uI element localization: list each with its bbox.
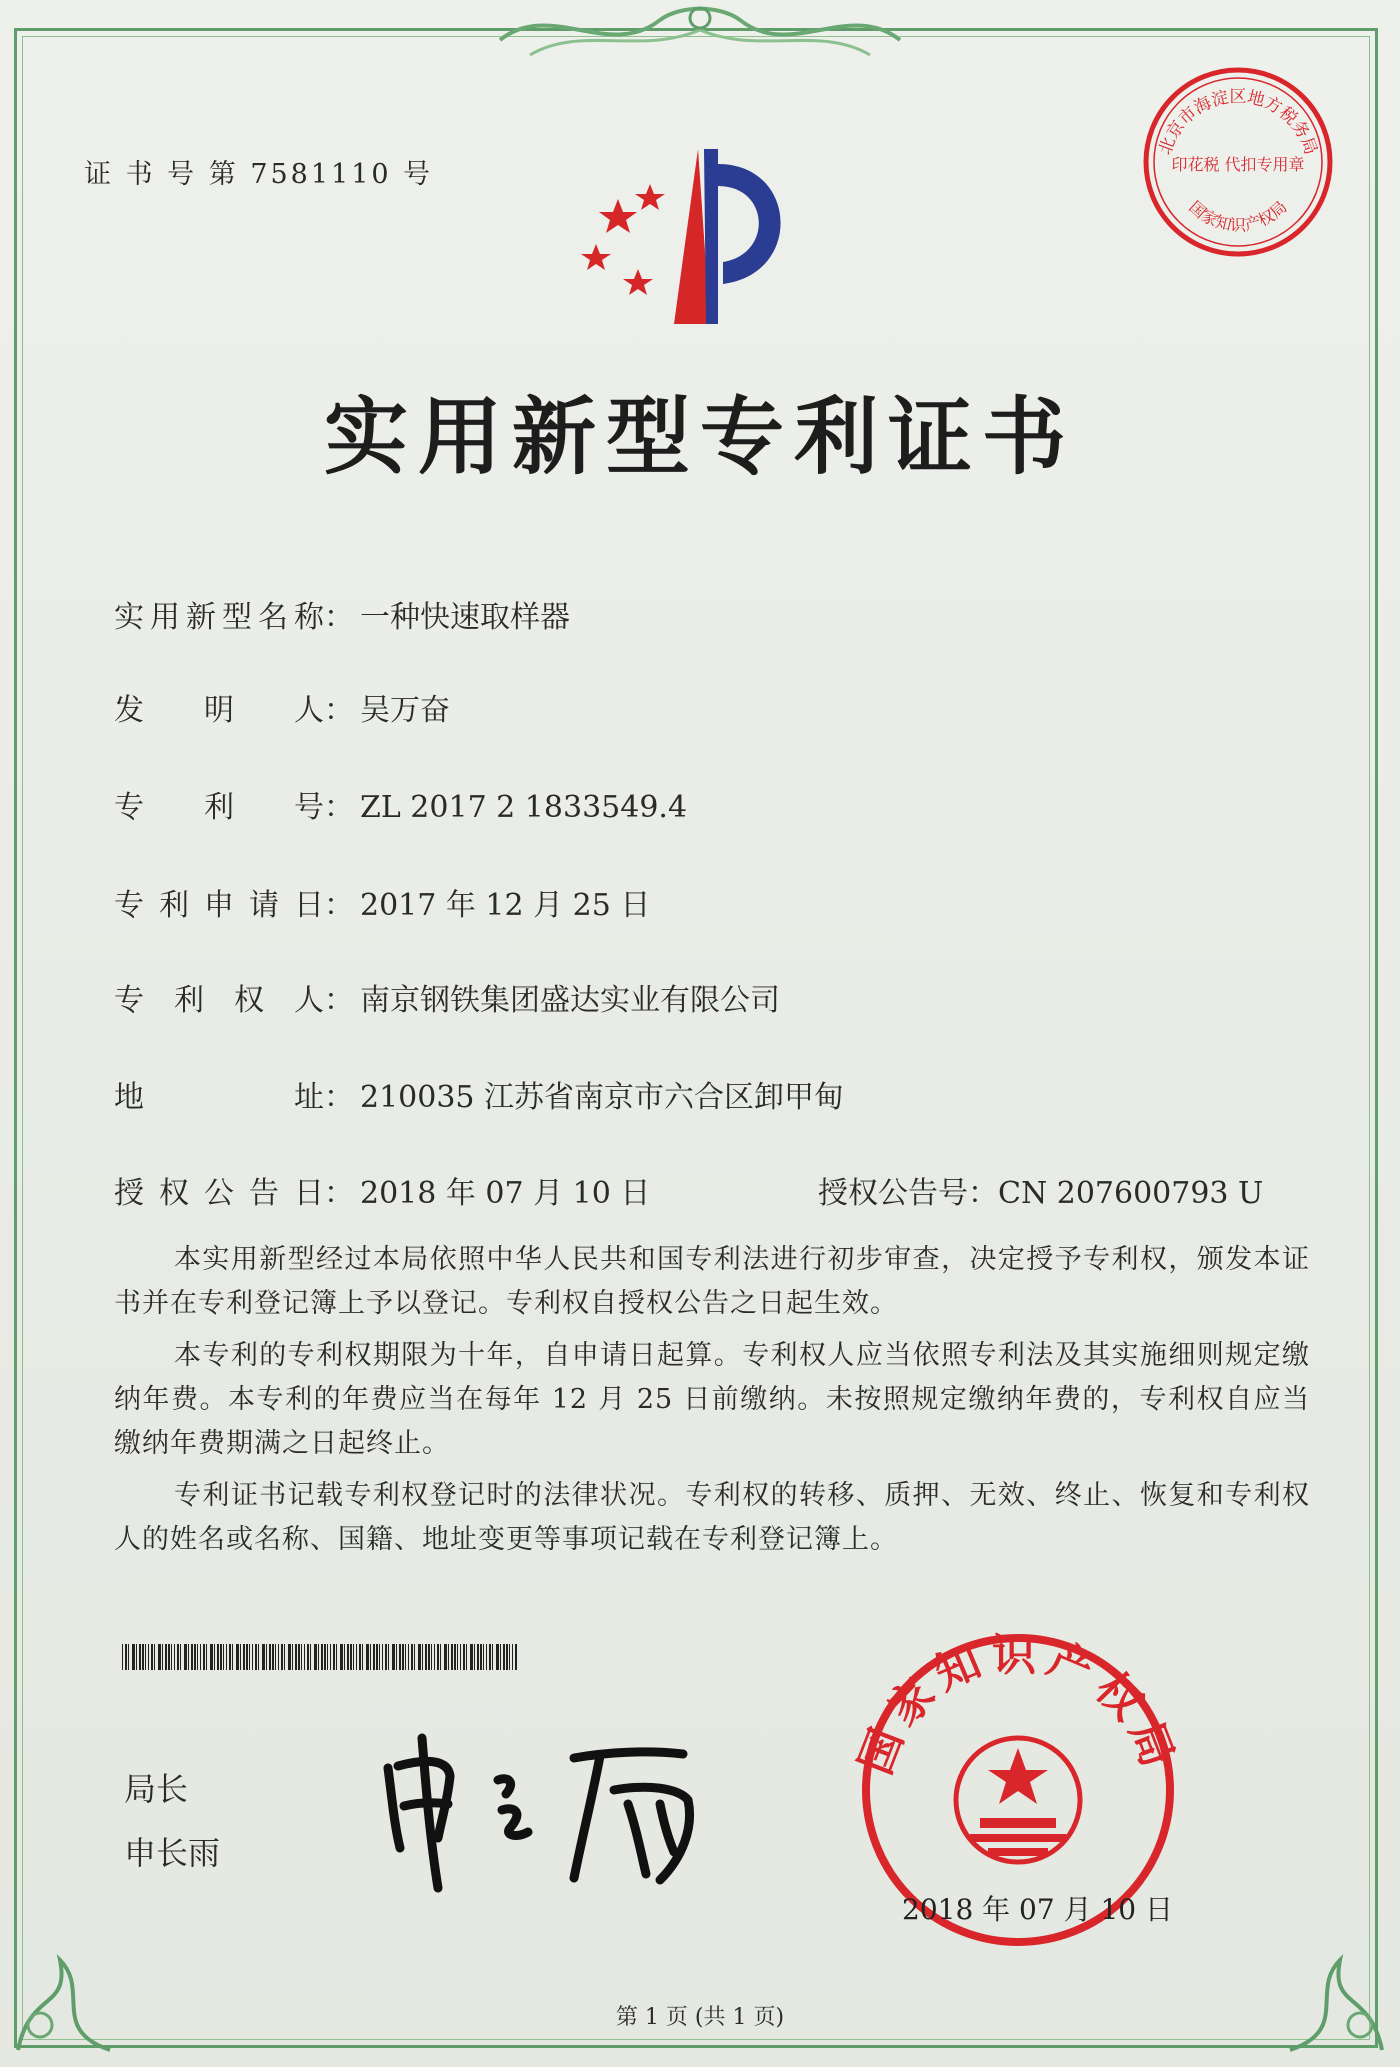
field-label: 地 址 bbox=[114, 1080, 324, 1115]
field-value: 南京钢铁集团盛达实业有限公司 bbox=[360, 983, 780, 1018]
paragraph-term: 本专利的专利权期限为十年，自申请日起算。专利权人应当依照专利法及其实施细则规定缴纳年费。本专利的年费应当在每年 12 月 25 日前缴纳。未按照规定缴纳年费的，专利权自应当缴纳年费期满之日起终止。 bbox=[114, 1340, 1310, 1459]
barcode-bar bbox=[220, 1644, 222, 1670]
field-patentee: 专 利 权 人： 南京钢铁集团盛达实业有限公司 bbox=[114, 975, 780, 1019]
field-label: 专 利 权 人 bbox=[114, 983, 324, 1018]
barcode-bar bbox=[480, 1644, 482, 1670]
barcode-bar bbox=[483, 1644, 484, 1670]
barcode-bar bbox=[460, 1644, 461, 1670]
barcode-bar bbox=[347, 1644, 349, 1670]
barcode-bar bbox=[477, 1644, 479, 1670]
barcode-bar bbox=[310, 1644, 311, 1670]
barcode-bar bbox=[249, 1644, 250, 1670]
barcode-bar bbox=[275, 1644, 276, 1670]
barcode-bar bbox=[284, 1644, 285, 1670]
barcode-bar bbox=[240, 1644, 241, 1670]
field-label: 授权公告号 bbox=[818, 1176, 968, 1211]
barcode-bar bbox=[200, 1644, 201, 1670]
barcode-bar bbox=[145, 1644, 146, 1670]
barcode-bar bbox=[512, 1644, 513, 1670]
field-value: ZL 2017 2 1833549.4 bbox=[360, 790, 688, 825]
barcode-bar bbox=[353, 1644, 354, 1670]
barcode-bar bbox=[151, 1644, 153, 1670]
field-label: 发 明 人 bbox=[114, 693, 324, 728]
barcode-bar bbox=[158, 1644, 161, 1670]
barcode-bar bbox=[171, 1644, 172, 1670]
barcode-bar bbox=[448, 1644, 449, 1670]
barcode-bar bbox=[295, 1644, 297, 1670]
svg-text:国家知识产权局 bbox=[1185, 197, 1290, 234]
barcode-bar bbox=[500, 1644, 501, 1670]
barcode-bar bbox=[292, 1644, 293, 1670]
barcode-bar bbox=[405, 1644, 406, 1670]
barcode-bar bbox=[307, 1644, 309, 1670]
barcode-bar bbox=[515, 1644, 517, 1670]
field-value: CN 207600793 U bbox=[998, 1176, 1264, 1211]
barcode-bar bbox=[425, 1644, 427, 1670]
barcode-bar bbox=[486, 1644, 487, 1670]
barcode-bar bbox=[301, 1644, 302, 1670]
barcode-bar bbox=[373, 1644, 375, 1670]
field-grant-date: 授权公告日： 2018 年 07 月 10 日 bbox=[114, 1168, 650, 1212]
paragraph-examination: 本实用新型经过本局依照中华人民共和国专利法进行初步审查，决定授予专利权，颁发本证书并在专利登记簿上予以登记。专利权自授权公告之日起生效。 bbox=[114, 1244, 1310, 1319]
barcode-bar bbox=[324, 1644, 326, 1670]
barcode-bar bbox=[258, 1644, 259, 1670]
barcode-bar bbox=[336, 1644, 337, 1670]
barcode-bar bbox=[304, 1644, 305, 1670]
field-value: 2017 年 12 月 25 日 bbox=[360, 888, 651, 923]
field-label: 实用新型名称 bbox=[114, 600, 324, 635]
barcode-bar bbox=[162, 1644, 163, 1670]
field-inventor: 发 明 人： 吴万奋 bbox=[114, 685, 450, 729]
barcode-bar bbox=[223, 1644, 224, 1670]
seal-date: 2018 年 07 月 10 日 bbox=[902, 1893, 1174, 1926]
barcode-bar bbox=[122, 1644, 123, 1670]
handwritten-signature bbox=[378, 1728, 718, 1898]
barcode-bar bbox=[278, 1644, 279, 1670]
barcode-bar bbox=[399, 1644, 401, 1670]
barcode-bar bbox=[142, 1644, 144, 1670]
barcode-bar bbox=[266, 1644, 267, 1670]
tax-seal-bottom-text: 国家知识产权局 bbox=[1185, 197, 1291, 235]
barcode-bar bbox=[340, 1644, 343, 1670]
barcode-bar bbox=[262, 1644, 265, 1670]
barcode-bar bbox=[217, 1644, 219, 1670]
barcode-bar bbox=[396, 1644, 397, 1670]
field-label: 授权公告日 bbox=[114, 1176, 324, 1211]
barcode-bar bbox=[180, 1644, 181, 1670]
barcode-bar bbox=[350, 1644, 352, 1670]
barcode-bar bbox=[451, 1644, 453, 1670]
barcode-bar bbox=[125, 1644, 127, 1670]
barcode bbox=[122, 1644, 520, 1670]
barcode-bar bbox=[203, 1644, 205, 1670]
barcode-bar bbox=[454, 1644, 456, 1670]
patent-office-emblem-icon bbox=[578, 144, 818, 334]
barcode-bar bbox=[281, 1644, 283, 1670]
barcode-bar bbox=[414, 1644, 415, 1670]
barcode-bar bbox=[492, 1644, 493, 1670]
barcode-bar bbox=[333, 1644, 335, 1670]
barcode-bar bbox=[255, 1644, 257, 1670]
barcode-bar bbox=[214, 1644, 215, 1670]
barcode-bar bbox=[139, 1644, 141, 1670]
field-grant-number: 授权公告号：CN 207600793 U bbox=[818, 1176, 1264, 1211]
field-value: 2018 年 07 月 10 日 bbox=[360, 1176, 651, 1211]
barcode-bar bbox=[330, 1644, 331, 1670]
barcode-bar bbox=[362, 1644, 363, 1670]
field-address: 地 址： 210035 江苏省南京市六合区卸甲甸 bbox=[114, 1072, 844, 1116]
barcode-bar bbox=[457, 1644, 458, 1670]
barcode-bar bbox=[474, 1644, 475, 1670]
barcode-bar bbox=[503, 1644, 505, 1670]
barcode-bar bbox=[288, 1644, 291, 1670]
barcode-bar bbox=[252, 1644, 253, 1670]
official-seal-text: 国家知识产权局 bbox=[850, 1630, 1186, 1782]
barcode-bar bbox=[437, 1644, 439, 1670]
barcode-bar bbox=[229, 1644, 231, 1670]
barcode-bar bbox=[327, 1644, 328, 1670]
barcode-bar bbox=[466, 1644, 467, 1670]
barcode-bar bbox=[470, 1644, 473, 1670]
barcode-bar bbox=[236, 1644, 239, 1670]
barcode-bar bbox=[168, 1644, 170, 1670]
barcode-bar bbox=[226, 1644, 227, 1670]
bottom-right-ornament bbox=[1280, 1930, 1390, 2060]
barcode-bar bbox=[496, 1644, 499, 1670]
field-label: 专利申请日 bbox=[114, 888, 324, 923]
barcode-bar bbox=[344, 1644, 345, 1670]
barcode-bar bbox=[509, 1644, 510, 1670]
barcode-bar bbox=[463, 1644, 465, 1670]
field-value: 一种快速取样器 bbox=[360, 600, 570, 635]
page-footer: 第 1 页 (共 1 页) bbox=[615, 2005, 785, 2030]
barcode-bar bbox=[314, 1644, 317, 1670]
barcode-bar bbox=[402, 1644, 404, 1670]
barcode-bar bbox=[206, 1644, 207, 1670]
barcode-bar bbox=[434, 1644, 435, 1670]
signatory-name: 申长雨 bbox=[124, 1834, 221, 1872]
barcode-bar bbox=[136, 1644, 137, 1670]
barcode-bar bbox=[385, 1644, 387, 1670]
barcode-bar bbox=[321, 1644, 323, 1670]
barcode-bar bbox=[191, 1644, 193, 1670]
barcode-bar bbox=[392, 1644, 395, 1670]
field-filing-date: 专利申请日： 2017 年 12 月 25 日 bbox=[114, 880, 650, 924]
barcode-bar bbox=[359, 1644, 361, 1670]
barcode-bar bbox=[428, 1644, 430, 1670]
tax-seal-inner-text: 印花税 代扣专用章 bbox=[1171, 155, 1305, 174]
barcode-bar bbox=[489, 1644, 491, 1670]
tax-seal-outer-text: 北京市海淀区地方税务局 bbox=[1155, 87, 1321, 158]
field-value: 吴万奋 bbox=[360, 693, 450, 728]
barcode-bar bbox=[128, 1644, 129, 1670]
barcode-bar bbox=[154, 1644, 155, 1670]
barcode-bar bbox=[382, 1644, 383, 1670]
barcode-bar bbox=[174, 1644, 175, 1670]
barcode-bar bbox=[197, 1644, 198, 1670]
barcode-bar bbox=[422, 1644, 423, 1670]
barcode-bar bbox=[298, 1644, 300, 1670]
field-utility-model-name: 实用新型名称： 一种快速取样器 bbox=[114, 592, 570, 636]
barcode-bar bbox=[356, 1644, 357, 1670]
barcode-bar bbox=[376, 1644, 378, 1670]
barcode-bar bbox=[444, 1644, 447, 1670]
barcode-bar bbox=[194, 1644, 196, 1670]
field-value: 210035 江苏省南京市六合区卸甲甸 bbox=[360, 1080, 845, 1115]
certificate-number: 证 书 号 第 7581110 号 bbox=[84, 159, 434, 190]
barcode-bar bbox=[177, 1644, 179, 1670]
barcode-bar bbox=[184, 1644, 187, 1670]
signatory-title: 局长 bbox=[124, 1770, 189, 1808]
barcode-bar bbox=[366, 1644, 369, 1670]
barcode-bar bbox=[506, 1644, 508, 1670]
barcode-bar bbox=[132, 1644, 135, 1670]
barcode-bar bbox=[418, 1644, 421, 1670]
barcode-bar bbox=[431, 1644, 432, 1670]
barcode-bar bbox=[379, 1644, 380, 1670]
field-patent-number: 专 利 号： ZL 2017 2 1833549.4 bbox=[114, 782, 687, 826]
bottom-left-ornament bbox=[10, 1930, 120, 2060]
barcode-bar bbox=[165, 1644, 167, 1670]
tax-seal bbox=[1138, 62, 1338, 262]
barcode-bar bbox=[232, 1644, 233, 1670]
barcode-bar bbox=[440, 1644, 441, 1670]
barcode-bar bbox=[370, 1644, 371, 1670]
top-ornament bbox=[490, 0, 910, 70]
svg-text:北京市海淀区地方税务局 bbox=[1155, 87, 1320, 157]
barcode-bar bbox=[408, 1644, 409, 1670]
paragraph-legal-status: 专利证书记载专利权登记时的法律状况。专利权的转移、质押、无效、终止、恢复和专利权人的姓名或名称、国籍、地址变更等事项记载在专利登记簿上。 bbox=[114, 1480, 1310, 1555]
barcode-bar bbox=[188, 1644, 189, 1670]
barcode-bar bbox=[272, 1644, 274, 1670]
barcode-bar bbox=[243, 1644, 245, 1670]
barcode-bar bbox=[269, 1644, 271, 1670]
barcode-bar bbox=[318, 1644, 319, 1670]
barcode-bar bbox=[246, 1644, 248, 1670]
barcode-bar bbox=[210, 1644, 213, 1670]
barcode-bar bbox=[388, 1644, 389, 1670]
certificate-title: 实用新型专利证书 bbox=[323, 388, 1076, 486]
barcode-bar bbox=[411, 1644, 413, 1670]
field-label: 专 利 号 bbox=[114, 790, 324, 825]
barcode-bar bbox=[148, 1644, 149, 1670]
